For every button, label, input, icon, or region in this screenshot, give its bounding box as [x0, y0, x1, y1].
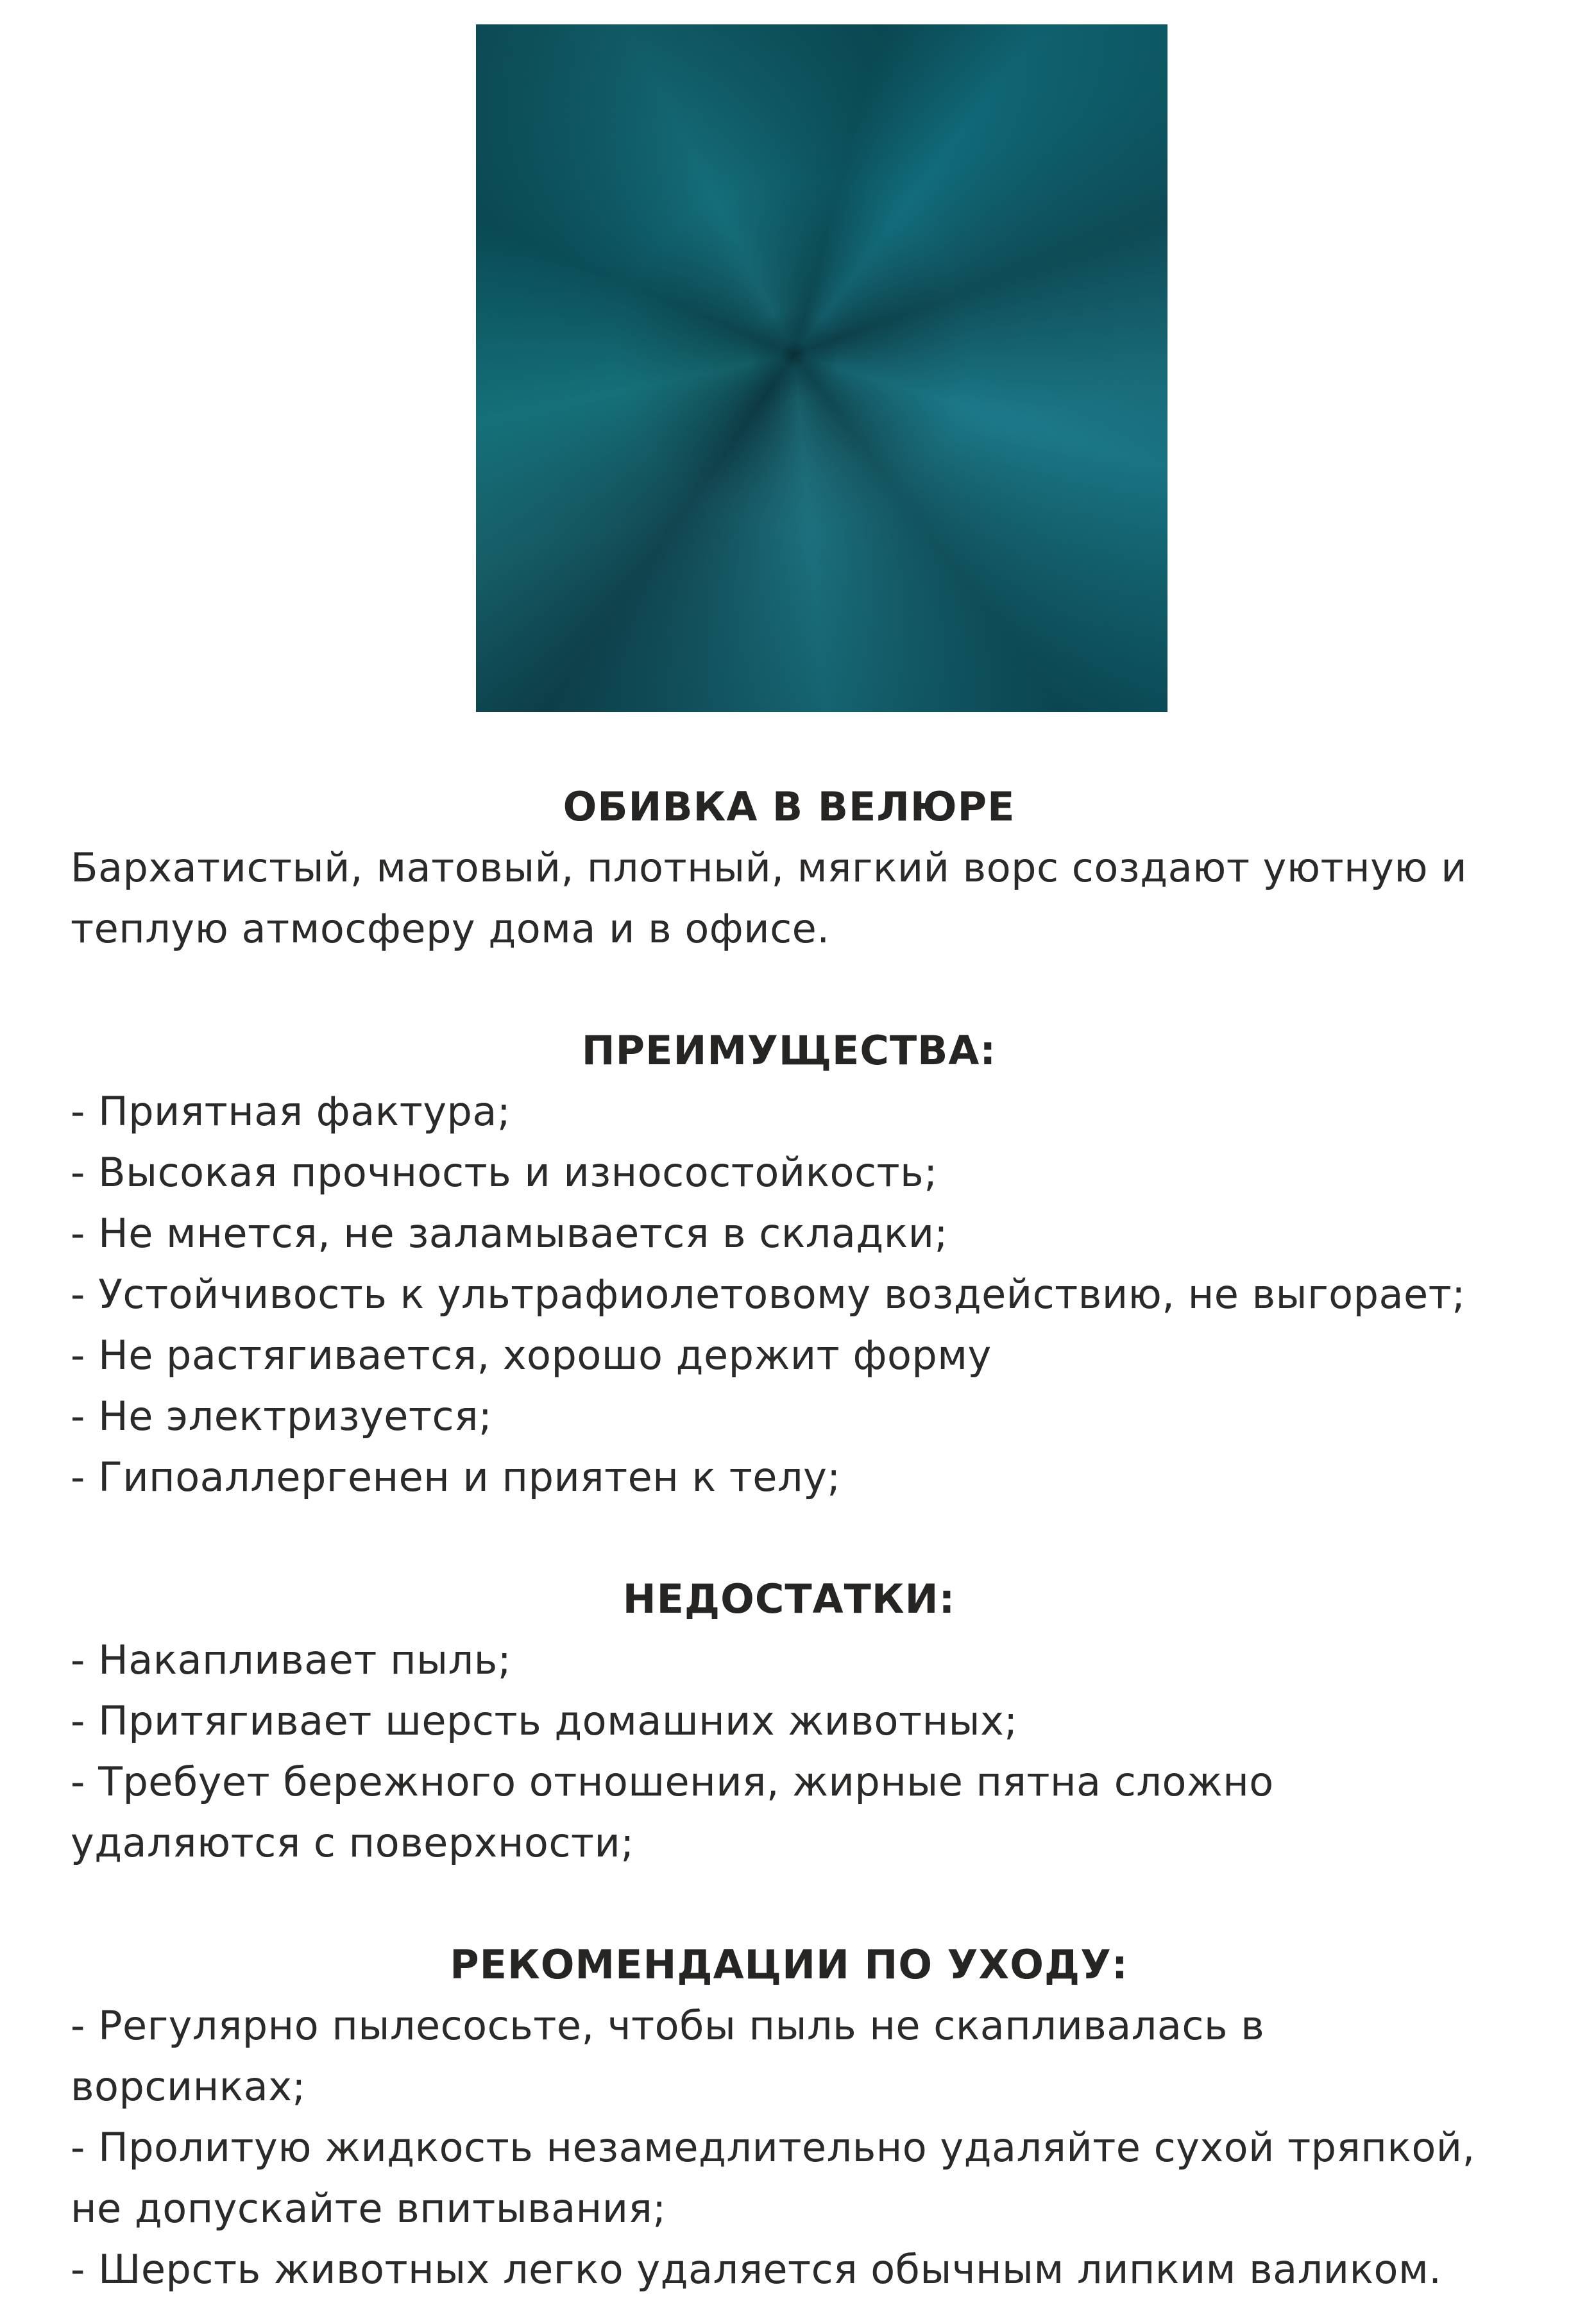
description-text-block	[0, 776, 1596, 2300]
list-item: - Притягивает шерсть домашних животных;	[71, 1697, 1018, 1744]
list-item: - Гипоаллергенен и приятен к телу;	[71, 1454, 841, 1500]
list-item: - Требует бережного отношения, жирные пятна сложно удаляются с поверхности;	[71, 1758, 1274, 1866]
list-item: - Накапливает пыль;	[71, 1636, 512, 1683]
list-item: - Не электризуется;	[71, 1393, 493, 1440]
list-item: - Приятная фактура;	[71, 1088, 511, 1135]
list-item: - Высокая прочность и износостойкость;	[71, 1149, 938, 1196]
list-item: - Не растягивается, хорошо держит форму	[71, 1332, 992, 1379]
intro-text: Бархатистый, матовый, плотный, мягкий ворс создают уютную и теплую атмосферу дома и в офисе.	[71, 844, 1468, 952]
fabric-swatch-image	[476, 24, 1167, 712]
product-description-page	[0, 24, 1596, 2300]
list-item: - Регулярно пылесосьте, чтобы пыль не скапливалась в ворсинках;	[71, 2002, 1265, 2110]
page-title: ОБИВКА В ВЕЛЮРЕ	[563, 783, 1015, 830]
section-heading-disadvantages: НЕДОСТАТКИ:	[622, 1576, 956, 1622]
list-item: - Устойчивость к ультрафиолетовому воздействию, не выгорает;	[71, 1271, 1466, 1318]
section-heading-care-recommendations: РЕКОМЕНДАЦИИ ПО УХОДУ:	[450, 1941, 1128, 1988]
section-heading-advantages: ПРЕИМУЩЕСТВА:	[581, 1027, 997, 1074]
list-item: - Шерсть животных легко удаляется обычным липким валиком.	[71, 2246, 1442, 2293]
list-item: - Пролитую жидкость незамедлительно удаляйте сухой тряпкой, не допускайте впитывания;	[71, 2124, 1475, 2232]
list-item: - Не мнется, не заламывается в складки;	[71, 1210, 948, 1257]
